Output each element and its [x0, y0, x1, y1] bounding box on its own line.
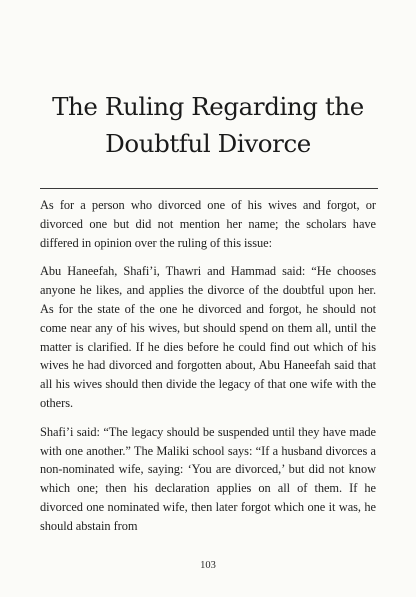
chapter-title-line-2: Doubtful Divorce: [105, 129, 311, 158]
body-text: [40, 196, 376, 546]
paragraph-3: Shafi’i said: “The legacy should be suspended until they have made with one another.” The Maliki school says: “If a husband divorces a non-nominated wife, saying: ‘You are divorced,’ but did not know which one; then his declaration applies on all of them. If he divorced one nominated wife, then later forgot which one it was, he should abstain from: [40, 424, 376, 533]
chapter-title: [40, 88, 376, 162]
paragraph-1: As for a person who divorced one of his wives and forgot, or divorced one but did not mention her name; the scholars have differed in opinion over the ruling of this issue:: [40, 198, 376, 250]
page-number: 103: [200, 560, 216, 571]
chapter-title-line-1: The Ruling Regarding the: [52, 92, 364, 121]
paragraph-2: Abu Haneefah, Shafi’i, Thawri and Hammad said: “He chooses anyone he likes, and applies the divorce of the doubtful upon her. As for the state of the one he divorced and forgot, he should not come near any of his wives, but should spend on them all, until the matter is clarified. If he dies before he could find out which of his wives he had divorced and forgotten about, Abu Haneefah said that all his wives should then divide the legacy of that one wife with the others.: [40, 264, 376, 410]
title-divider: [40, 188, 378, 189]
